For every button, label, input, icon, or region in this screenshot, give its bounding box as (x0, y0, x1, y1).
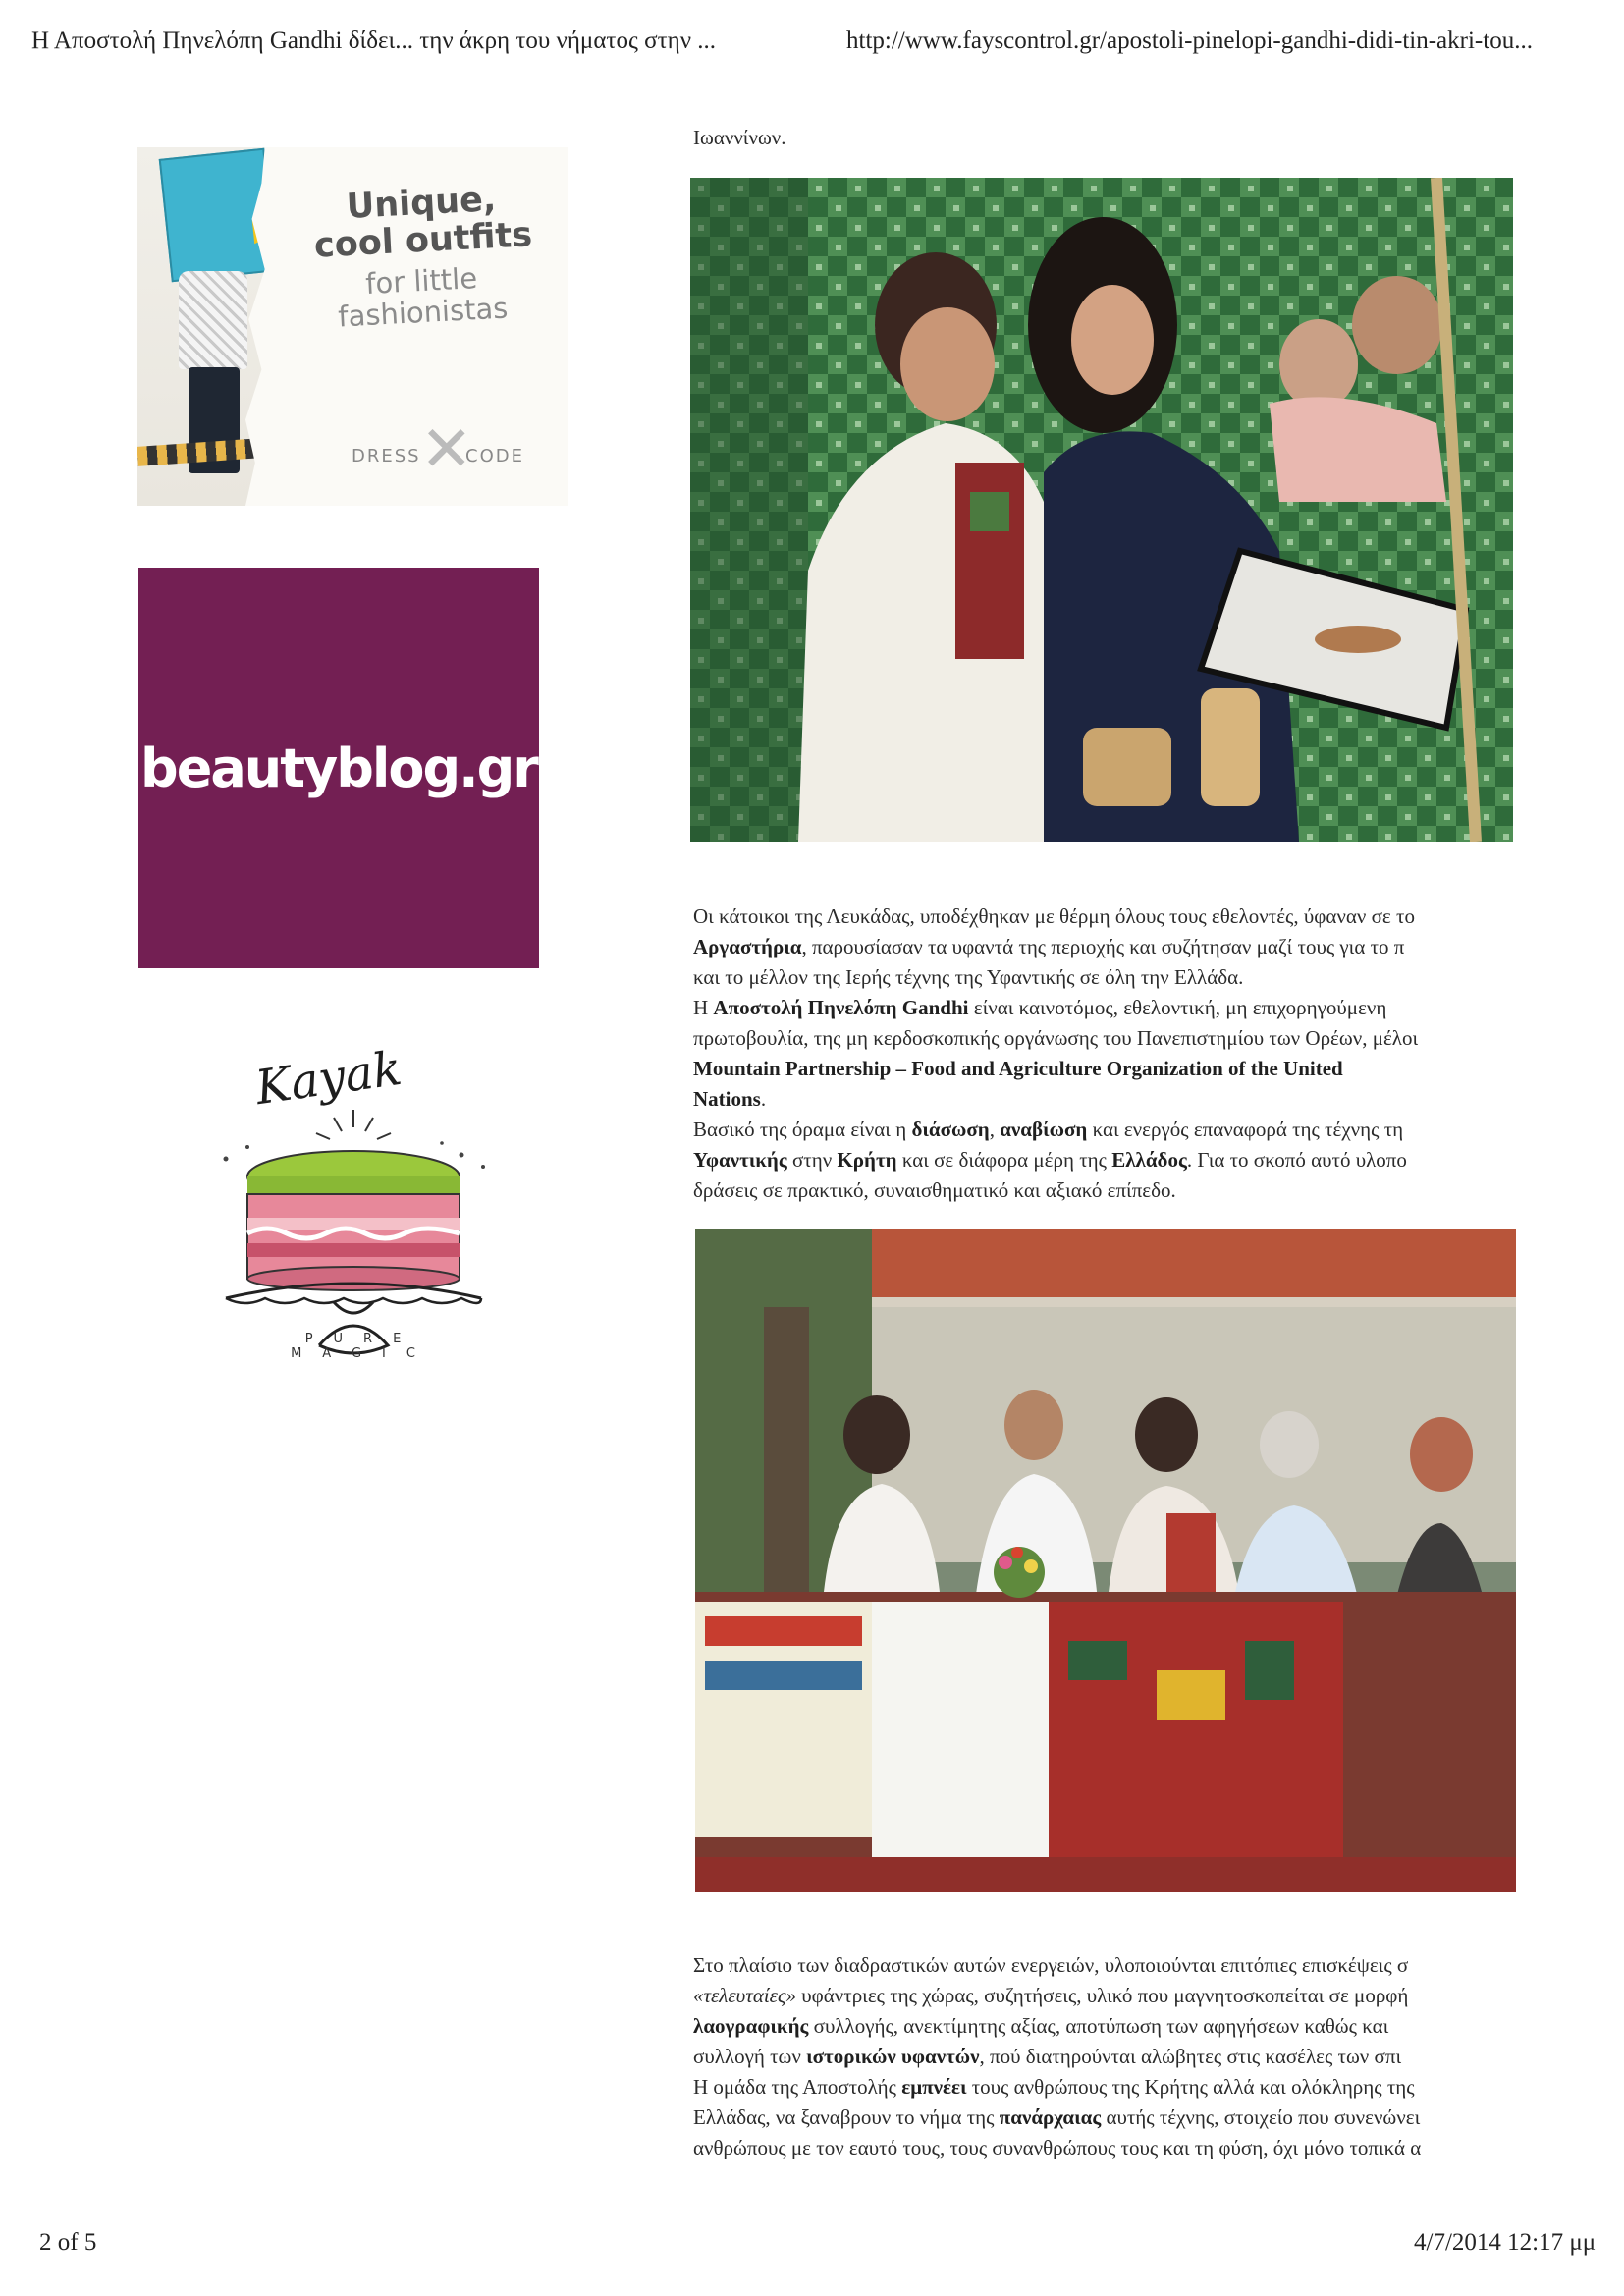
kayak-logo-text: Kayak (251, 1040, 406, 1117)
ad-subline: for little fashionistas (337, 261, 510, 334)
page-url[interactable]: http://www.fayscontrol.gr/apostoli-pinelopi-gandhi-didi-tin-akri-tou... (846, 27, 1533, 54)
p2-line-3: λαογραφικής συλλογής, ανεκτίμητης αξίας, αποτύπωση των αφηγήσεων καθώς και (693, 2014, 1389, 2038)
p2-line-5: Η ομάδα της Αποστολής εμπνέει τους ανθρώπους της Κρήτης αλλά και ολόκληρης της (693, 2075, 1415, 2099)
p1-line-5: πρωτοβουλία, της μη κερδοσκοπικής οργάνωσης του Πανεπιστημίου των Ορέων, μέλοι (693, 1026, 1419, 1050)
p1-line-3: και το μέλλον της Ιερής τέχνης της Υφαντικής σε όλη την Ελλάδα. (693, 965, 1244, 989)
weaving-workshop-photo (690, 178, 1513, 842)
kayak-tagline: PURE MAGIC (291, 1332, 436, 1361)
weaving-photo-illustration (690, 178, 1513, 842)
p1-line-10: δράσεις σε πρακτικό, συναισθηματικό και αξιακό επίπεδο. (693, 1178, 1176, 1202)
p2-line-4: συλλογή των ιστορικών υφαντών, πού διατηρούνται αλώβητες στις κασέλες των σπι (693, 2045, 1402, 2068)
p1-line-2: Αργαστήρια, παρουσίασαν τα υφαντά της περιοχής και συζήτησαν μαζί τους για το π (693, 935, 1405, 958)
p2-line-7: ανθρώπους με τον εαυτό τους, τους συνανθρώπους τους και τη φύση, όχι μόνο τοπικά α (693, 2136, 1422, 2159)
p1-line-6: Mountain Partnership – Food and Agriculture Organization of the United (693, 1057, 1343, 1080)
article-paragraph-1 (693, 902, 1516, 1206)
x-logo-icon: ✕ (420, 413, 475, 486)
p1-line-4: Η Αποστολή Πηνελόπη Gandhi είναι καινοτόμος, εθελοντική, μη επιχορηγούμενη (693, 996, 1387, 1019)
dress-code-ad[interactable] (137, 147, 568, 506)
p1-line-8: Βασικό της όραμα είναι η διάσωση, αναβίωση και ενεργός επαναφορά της τέχνης τη (693, 1118, 1404, 1141)
cake-icon (196, 1041, 511, 1355)
page-title: Η Αποστολή Πηνελόπη Gandhi δίδει... την άκρη του νήματος στην ... (31, 27, 717, 54)
article-intro: Ιωαννίνων. (693, 126, 786, 149)
beautyblog-ad[interactable] (138, 568, 539, 968)
beautyblog-logo-text: beautyblog.gr (140, 737, 537, 799)
p2-line-6: Ελλάδας, να ξαναβρουν το νήμα της πανάρχαιας αυτής τέχνης, στοιχείο που συνενώνει (693, 2105, 1421, 2129)
article-paragraph-2 (693, 1950, 1516, 2163)
ad-headline: Unique, cool outfits (312, 180, 533, 266)
p1-line-7: Nations. (693, 1087, 767, 1111)
p2-line-1: Στο πλαίσιο των διαδραστικών αυτών ενεργειών, υλοποιούνται επιτόπιες επισκέψεις σ (693, 1953, 1409, 1977)
p1-line-1: Οι κάτοικοι της Λευκάδας, υποδέχθηκαν με θέρμη όλους τους εθελοντές, ύφαναν σε το (693, 904, 1415, 928)
kayak-ad[interactable] (196, 1041, 511, 1385)
p2-line-2: «τελευταίες» υφάντριες της χώρας, συζητήσεις, υλικό που μαγνητοσκοπείται σε μορφή (693, 1984, 1409, 2007)
kid-shirt (179, 271, 247, 369)
print-datetime: 4/7/2014 12:17 μμ (1414, 2229, 1597, 2256)
panel-photo-illustration (695, 1229, 1516, 1892)
p1-line-9: Υφαντικής στην Κρήτη και σε διάφορα μέρη της Ελλάδος. Για το σκοπό αυτό υλοπο (693, 1148, 1407, 1172)
panel-discussion-photo (695, 1229, 1516, 1892)
page-counter: 2 of 5 (39, 2229, 97, 2256)
dress-code-logo: DRESS ✕ CODE (352, 413, 524, 486)
